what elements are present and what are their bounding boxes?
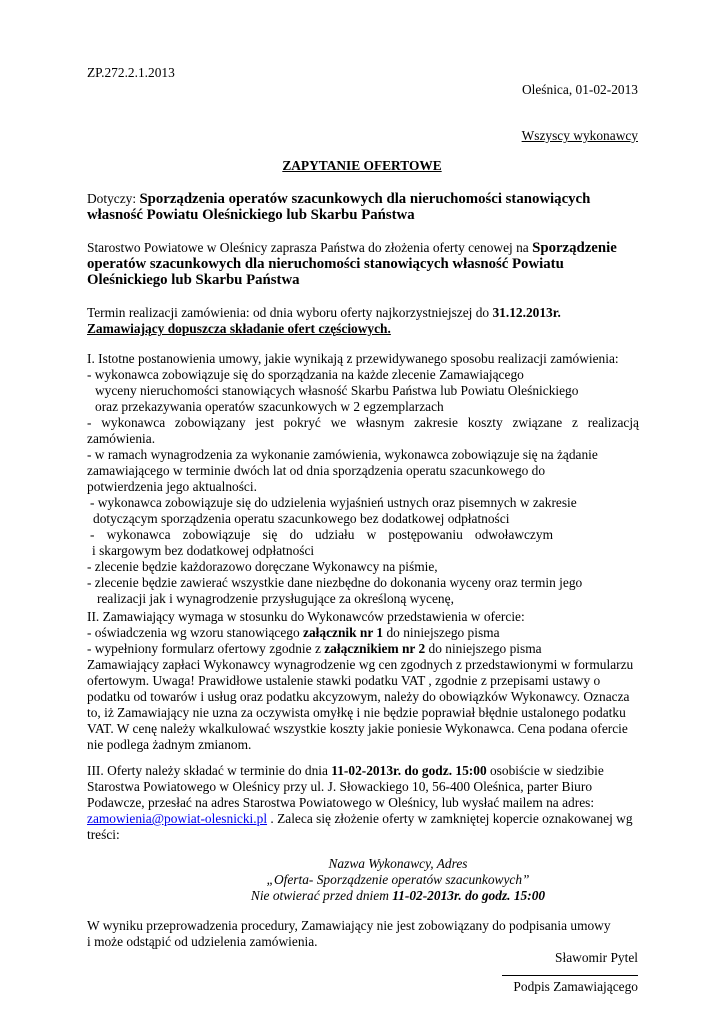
section-1-heading: I. Istotne postanowienia umowy, jakie wynikają z przewidywanego sposobu realizacji zamówienia:	[87, 351, 619, 366]
term-text: Termin realizacji zamówienia: od dnia wyboru oferty najkorzystniejszej do	[87, 305, 493, 320]
section-2-line: ofertowym. Uwaga! Prawidłowe ustalenie stawki podatku VAT , zgodnie z przepisami ustawy o	[87, 673, 601, 688]
section-2-line: to, iż Zamawiający nie uzna za oczywista omyłkę i nie będzie poprawiał błędnie ustalonego podatku	[87, 705, 626, 720]
subject-line-1: Sporządzenia operatów szacunkowych dla nieruchomości stanowiących	[139, 191, 591, 207]
closing-paragraph	[87, 918, 639, 950]
document-title: ZAPYTANIE OFERTOWE	[282, 158, 442, 173]
section-2-line: nie podlega żadnym zmianom.	[87, 737, 252, 752]
section-2	[87, 609, 639, 753]
section-1-line: zamówienia.	[87, 431, 156, 446]
section-3-text: osobiście w siedzibie	[486, 763, 604, 778]
envelope-line: Nazwa Wykonawcy, Adres	[328, 856, 468, 871]
subject-line-2: własność Powiatu Oleśnickiego lub Skarbu Państwa	[87, 207, 415, 223]
section-2-line: Zamawiający zapłaci Wykonawcy wynagrodzenie wg cen zgodnych z przedstawionymi w formularzu	[87, 657, 634, 672]
intro-paragraph	[87, 240, 639, 288]
section-1-line: - wykonawca zobowiązuje się do sporządzania na każde zlecenie Zamawiającego	[87, 367, 524, 382]
section-1-line: - wykonawca zobowiązuje się do udziału w postępowaniu odwoławczym	[90, 527, 553, 542]
intro-bold-1: Sporządzenie	[532, 240, 617, 256]
section-1-line: wyceny nieruchomości stanowiących własność Skarbu Państwa lub Powiatu Oleśnickiego	[95, 383, 579, 398]
intro-bold-2: operatów szacunkowych dla nieruchomości stanowiących własność Powiatu	[87, 256, 564, 272]
signature-line	[502, 975, 638, 976]
term-date: 31.12.2013r.	[492, 305, 561, 320]
reference-number: ZP.272.2.1.2013	[87, 65, 175, 80]
section-1-line: dotyczącym sporządzenia operatu szacunkowego bez dodatkowej odpłatności	[93, 511, 510, 526]
section-1-line: zamawiającego w terminie dwóch lat od dnia sporządzenia operatu szacunkowego do	[87, 463, 546, 478]
section-1	[87, 351, 639, 607]
envelope-label	[36, 856, 724, 904]
section-2-line: podatku od towarów i usług oraz podatku akcyzowym, należy do obowiązków Wykonawcy. Oznacza	[87, 689, 630, 704]
closing-line: W wyniku przeprowadzenia procedury, Zamawiający nie jest zobowiązany do podpisania umowy	[87, 918, 611, 933]
section-1-line: realizacji jak i wynagrodzenie przysługujące za określoną wycenę,	[97, 591, 454, 606]
section-3-text: . Zaleca się złożenie oferty w zamkniętej kopercie oznakowanej wg	[267, 811, 633, 826]
section-3-line: Starostwa Powiatowego w Oleśnicy przy ul. J. Słowackiego 10, 56-400 Oleśnica, parter Biuro	[87, 779, 593, 794]
attachment-2-ref: załącznikiem nr 2	[324, 641, 426, 656]
envelope-line: „Oferta- Sporządzenie operatów szacunkowych”	[266, 872, 530, 887]
subject-block	[87, 191, 639, 223]
section-1-line: - wykonawca zobowiązany jest pokryć we własnym zakresie koszty związane z realizacją	[87, 415, 639, 430]
section-3-text: III. Oferty należy składać w terminie do dnia	[87, 763, 332, 778]
section-2-text: - wypełniony formularz ofertowy zgodnie z	[87, 641, 325, 656]
section-3-line: Podawcze, przesłać na adres Starostwa Powiatowego w Oleśnicy, lub wysłać mailem na adres:	[87, 795, 595, 810]
section-2-text: - oświadczenia wg wzoru stanowiącego	[87, 625, 304, 640]
partial-offers-note: Zamawiający dopuszcza składanie ofert częściowych.	[87, 321, 391, 336]
section-2-heading: II. Zamawiający wymaga w stosunku do Wykonawców przedstawienia w ofercie:	[87, 609, 525, 624]
section-1-line: oraz przekazywania operatów szacunkowych w 2 egzemplarzach	[95, 399, 444, 414]
section-3-line: treści:	[87, 827, 120, 842]
section-1-line: potwierdzenia jego aktualności.	[87, 479, 257, 494]
section-2-text: do niniejszego pisma	[425, 641, 542, 656]
section-1-line: - wykonawca zobowiązuje się do udzielenia wyjaśnień ustnych oraz pisemnych w zakresie	[90, 495, 577, 510]
section-2-text: do niniejszego pisma	[383, 625, 500, 640]
email-link[interactable]: zamowienia@powiat-olesnicki.pl	[87, 811, 268, 826]
subject-prefix: Dotyczy:	[87, 191, 140, 206]
term-paragraph	[87, 305, 639, 337]
closing-line: i może odstąpić od udzielenia zamówienia.	[87, 934, 318, 949]
section-1-line: i skargowym bez dodatkowej odpłatności	[92, 543, 315, 558]
signature-caption: Podpis Zamawiającego	[513, 979, 638, 994]
section-3	[87, 763, 639, 843]
envelope-text: Nie otwierać przed dniem	[250, 888, 393, 903]
section-1-line: - zlecenie będzie każdorazowo doręczane Wykonawcy na piśmie,	[87, 559, 438, 574]
deadline: 11-02-2013r. do godz. 15:00	[331, 763, 487, 778]
intro-text: Starostwo Powiatowe w Oleśnicy zaprasza Państwa do złożenia oferty cenowej na	[87, 240, 533, 255]
addressee: Wszyscy wykonawcy	[521, 128, 638, 143]
place-date: Oleśnica, 01-02-2013	[521, 82, 638, 97]
signatory-name: Sławomir Pytel	[555, 950, 638, 965]
attachment-1-ref: załącznik nr 1	[303, 625, 384, 640]
section-1-line: - zlecenie będzie zawierać wszystkie dane niezbędne do dokonania wyceny oraz termin jego	[87, 575, 583, 590]
envelope-deadline: 11-02-2013r. do godz. 15:00	[392, 888, 546, 903]
section-1-line: - w ramach wynagrodzenia za wykonanie zamówienia, wykonawca zobowiązuje się na żądanie	[87, 447, 598, 462]
intro-bold-3: Oleśnickiego lub Skarbu Państwa	[87, 272, 300, 288]
section-2-line: VAT. W cenę należy wkalkulować wszystkie koszty jakie poniesie Wykonawca. Cena podana ofercie	[87, 721, 628, 736]
